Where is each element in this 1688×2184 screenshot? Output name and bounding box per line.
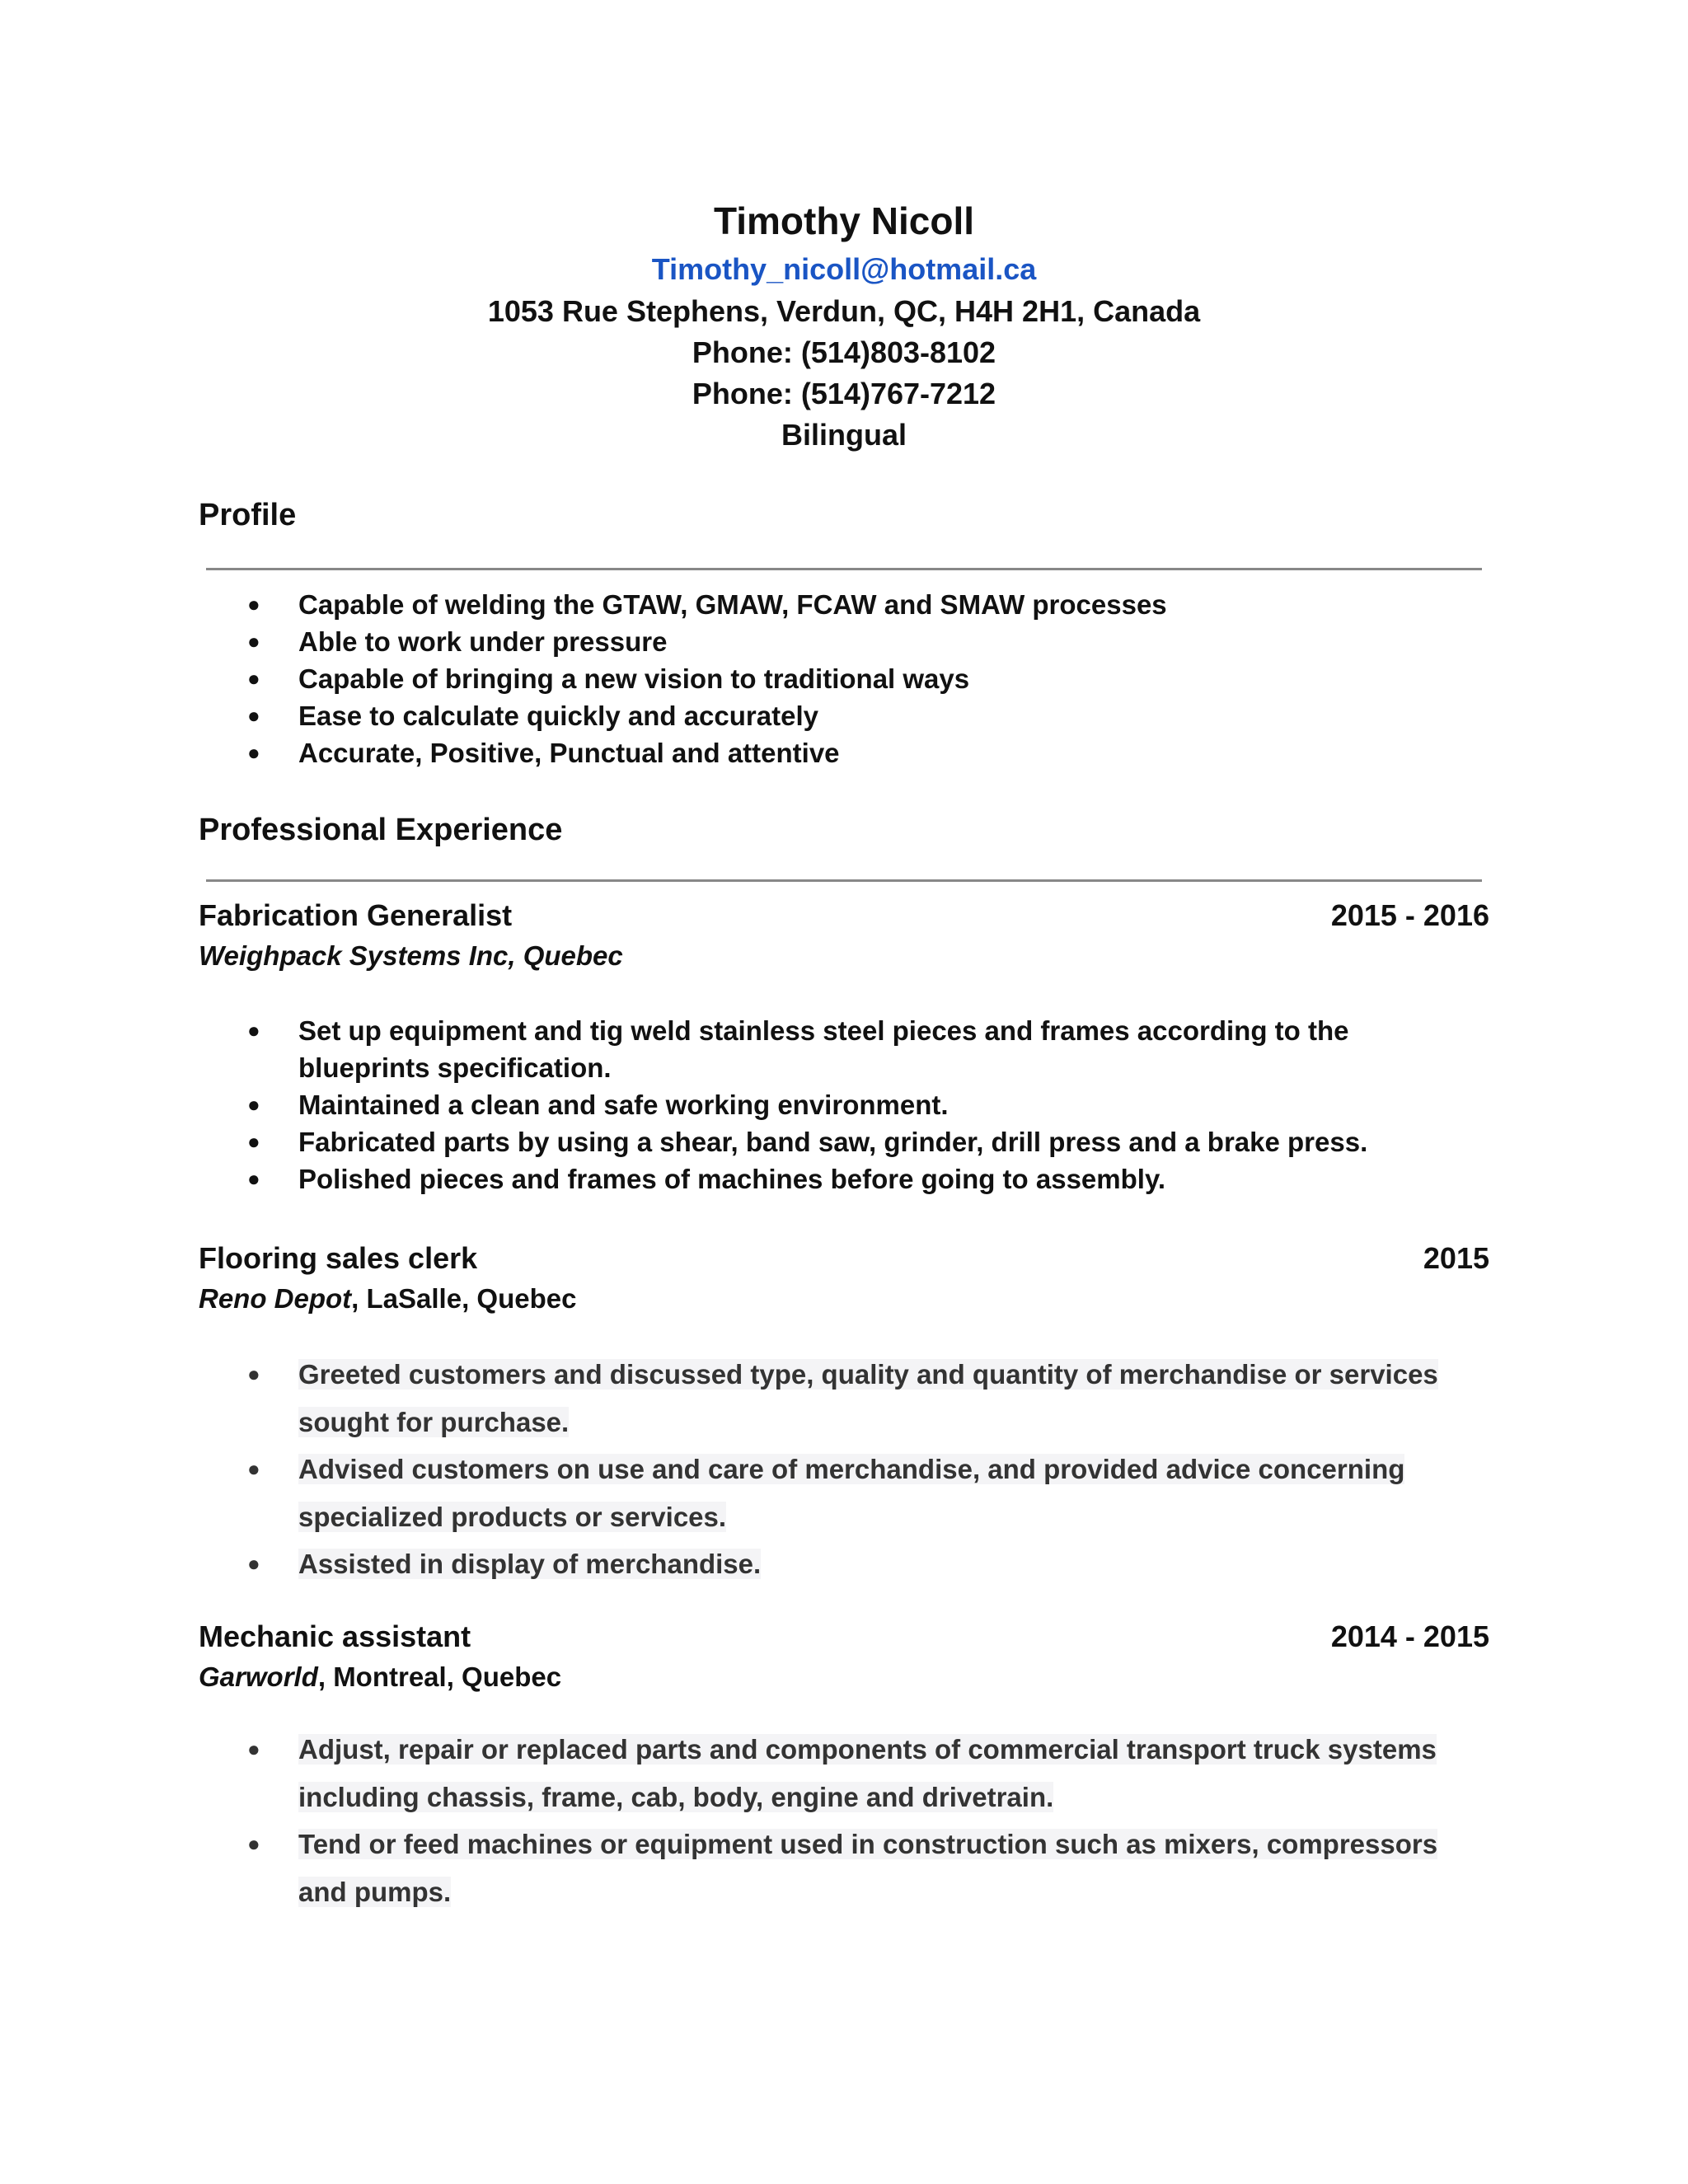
list-item: ● Capable of welding the GTAW, GMAW, FCAW and SMAW processes (247, 586, 1484, 623)
list-item: ● Accurate, Positive, Punctual and attentive (247, 734, 1484, 771)
list-item: ● Maintained a clean and safe working environment. (247, 1086, 1484, 1123)
job-dates: 2015 (1423, 1241, 1489, 1275)
list-item: ● Ease to calculate quickly and accurately (247, 697, 1484, 734)
candidate-name: Timothy Nicoll (713, 199, 975, 242)
profile-heading: Profile (199, 498, 297, 532)
phone-primary: Phone: (514)803-8102 (692, 335, 996, 369)
bullet-icon: ● (247, 1166, 260, 1191)
job-dates: 2015 - 2016 (1330, 898, 1489, 932)
list-item: ● Able to work under pressure (247, 623, 1484, 660)
company-location: , LaSalle, Quebec (351, 1283, 577, 1314)
job-title: Flooring sales clerk (199, 1241, 478, 1275)
job-title: Fabrication Generalist (199, 898, 513, 932)
job-company (199, 1658, 561, 1696)
list-item: ● Tend or feed machines or equipment used in construction such as mixers, compressors and pumps. (247, 1821, 1484, 1915)
bullet-icon: ● (247, 592, 260, 616)
language-skill: Bilingual (781, 418, 907, 452)
list-item: ● Assisted in display of merchandise. (247, 1540, 1484, 1588)
job-duties-list (247, 1012, 1484, 1197)
email-link[interactable]: Timothy_nicoll@hotmail.ca (651, 252, 1037, 286)
company-name: Reno Depot (199, 1283, 352, 1314)
list-item: ● Adjust, repair or replaced parts and components of commercial transport truck systems including chassis, frame, cab, body, engine and drivetrain. (247, 1726, 1484, 1821)
list-item: ● Greeted customers and discussed type, quality and quantity of merchandise or services sought for purchase. (247, 1351, 1484, 1446)
job-title: Mechanic assistant (199, 1619, 471, 1653)
experience-divider (206, 879, 1482, 882)
list-item: ● Set up equipment and tig weld stainless steel pieces and frames according to the blueprints specification. (247, 1012, 1484, 1086)
bullet-icon: ● (247, 740, 260, 765)
job-company (199, 937, 623, 975)
company-name: Weighpack Systems Inc, Quebec (199, 940, 623, 971)
bullet-icon: ● (247, 1092, 260, 1117)
bullet-icon: ● (247, 1018, 260, 1043)
bullet-icon: ● (247, 1831, 260, 1856)
list-item: ● Advised customers on use and care of merchandise, and provided advice concerning specialized products or services. (247, 1446, 1484, 1540)
list-item: ● Fabricated parts by using a shear, band saw, grinder, drill press and a brake press. (247, 1123, 1484, 1160)
list-item: ● Polished pieces and frames of machines before going to assembly. (247, 1160, 1484, 1197)
bullet-icon: ● (247, 1129, 260, 1154)
bullet-icon: ● (247, 1361, 260, 1386)
list-item: ● Capable of bringing a new vision to traditional ways (247, 660, 1484, 697)
job-duties-list (247, 1351, 1484, 1588)
address: 1053 Rue Stephens, Verdun, QC, H4H 2H1, Canada (487, 294, 1201, 328)
experience-heading: Professional Experience (199, 813, 563, 847)
phone-secondary: Phone: (514)767-7212 (692, 377, 996, 410)
job-dates: 2014 - 2015 (1330, 1619, 1489, 1653)
bullet-icon: ● (247, 1551, 260, 1576)
company-location: , Montreal, Quebec (317, 1661, 562, 1692)
bullet-icon: ● (247, 629, 260, 654)
profile-list (247, 586, 1484, 771)
bullet-icon: ● (247, 703, 260, 728)
bullet-icon: ● (247, 1736, 260, 1761)
profile-divider (206, 568, 1482, 570)
bullet-icon: ● (247, 1456, 260, 1481)
bullet-icon: ● (247, 666, 260, 691)
job-company (199, 1280, 576, 1318)
company-name: Garworld (199, 1661, 318, 1692)
job-duties-list (247, 1726, 1484, 1915)
